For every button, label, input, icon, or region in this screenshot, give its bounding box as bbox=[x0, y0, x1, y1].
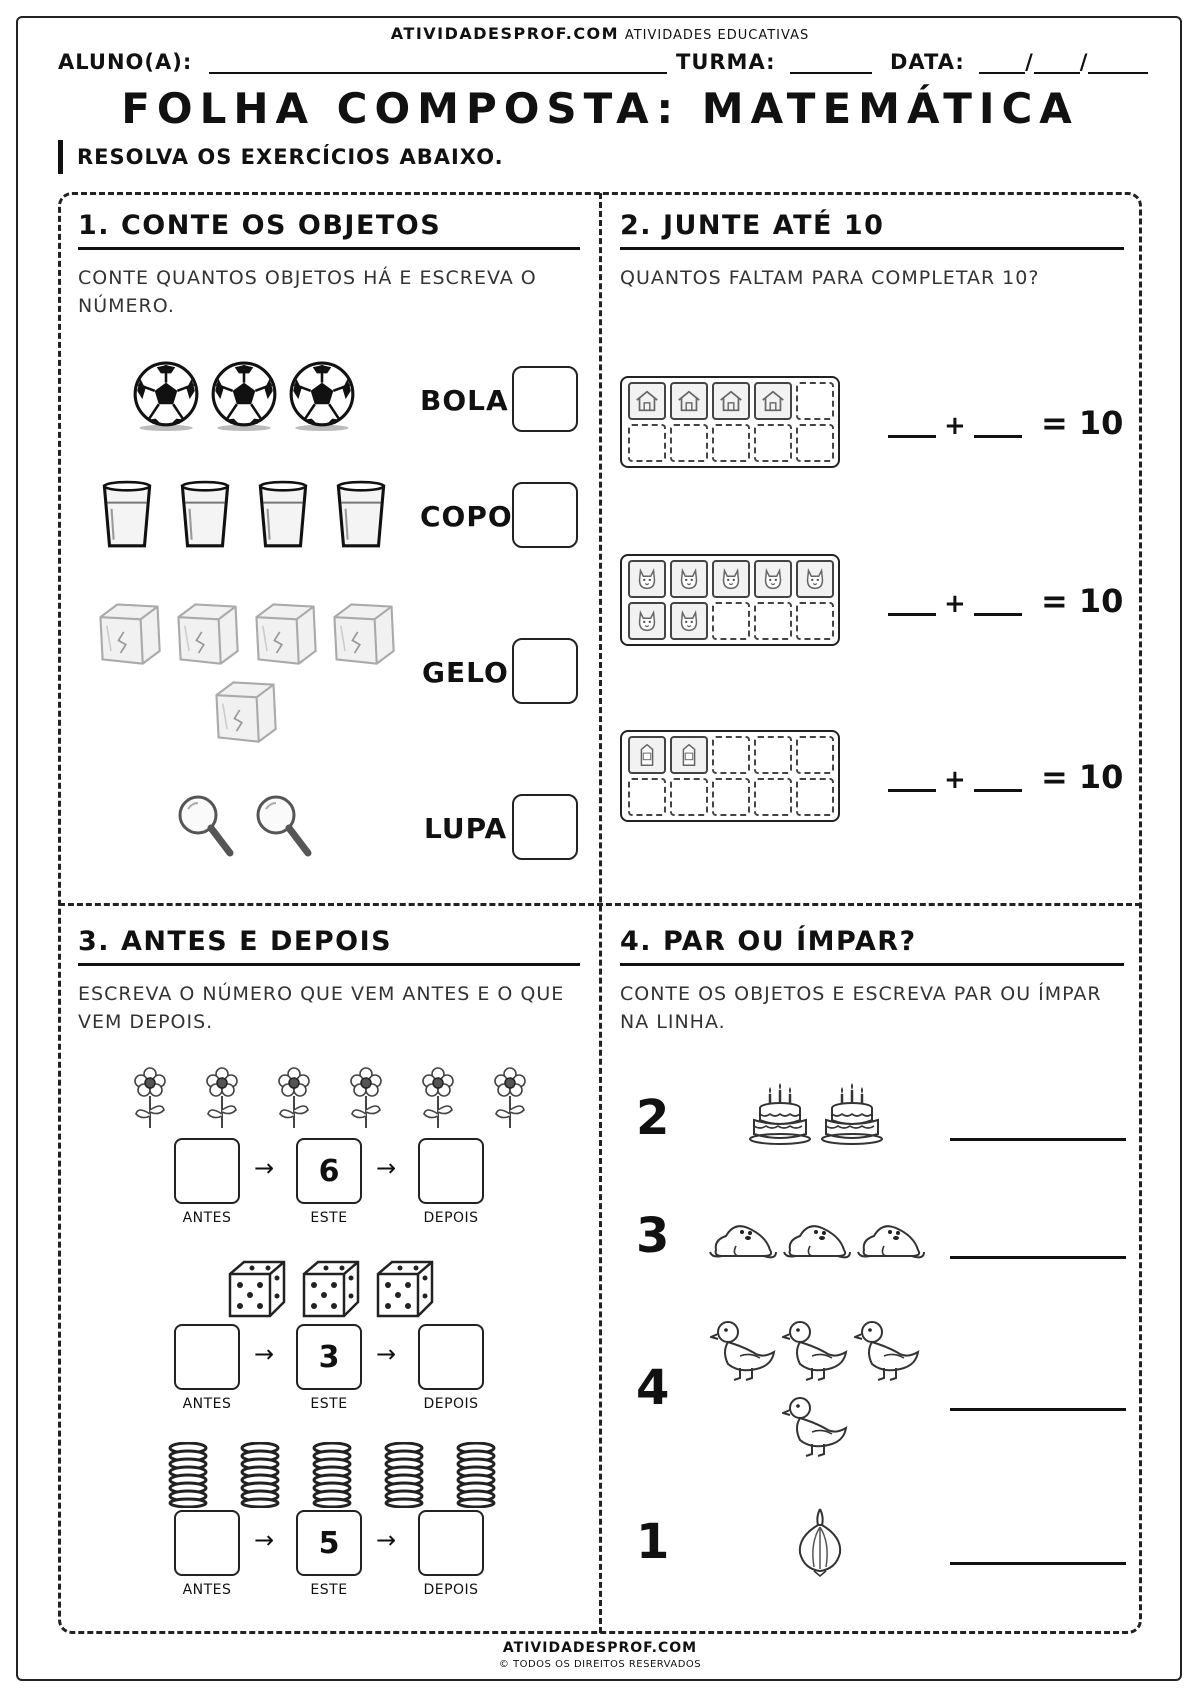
count-answer-box[interactable] bbox=[512, 366, 578, 432]
ten-frame-cell-empty bbox=[712, 778, 750, 816]
spring-icon bbox=[310, 1442, 354, 1508]
ice-cube-icon bbox=[326, 598, 400, 668]
plus-sign: + bbox=[944, 589, 966, 619]
before-number-box[interactable] bbox=[174, 1510, 240, 1576]
date-separator: / bbox=[1025, 50, 1034, 74]
before-number-box[interactable] bbox=[174, 1138, 240, 1204]
count-number: 1 bbox=[636, 1514, 670, 1570]
student-field bbox=[58, 50, 667, 74]
ten-frame bbox=[620, 730, 840, 822]
duck-icon bbox=[782, 1394, 848, 1460]
ten-frame-cell-filled bbox=[712, 382, 750, 420]
cat-icon bbox=[633, 565, 661, 593]
flower-icon bbox=[418, 1066, 458, 1130]
flower-icon bbox=[274, 1066, 314, 1130]
current-number-box: 5 bbox=[296, 1510, 362, 1576]
grid-divider-vertical bbox=[599, 193, 602, 1633]
ten-frame-cell-empty bbox=[754, 602, 792, 640]
ice-cube-icon bbox=[92, 598, 166, 668]
caption-after: DEPOIS bbox=[423, 1582, 479, 1598]
ten-frame-cell-empty bbox=[628, 778, 666, 816]
page-title: FOLHA COMPOSTA: MATEMÁTICA bbox=[121, 84, 1079, 133]
caption-this: ESTE bbox=[310, 1396, 348, 1412]
ten-frame-cell-filled bbox=[796, 560, 834, 598]
magnifier-icon bbox=[252, 790, 314, 862]
house-icon bbox=[675, 387, 703, 415]
cat-icon bbox=[633, 607, 661, 635]
ten-frame bbox=[620, 376, 840, 468]
section-even-odd-title: 4. PAR OU ÍMPAR? bbox=[620, 926, 1124, 966]
duck-icon bbox=[710, 1318, 776, 1384]
section-even-odd-description: CONTE OS OBJETOS E ESCREVA PAR OU ÍMPAR NA LINHA. bbox=[620, 983, 1102, 1033]
date-day-line[interactable] bbox=[979, 72, 1025, 74]
even-odd-answer-line[interactable] bbox=[950, 1256, 1126, 1259]
cake-icon bbox=[748, 1080, 812, 1146]
ten-frame-cell-filled bbox=[628, 602, 666, 640]
ten-frame-cell-filled bbox=[670, 736, 708, 774]
count-number: 3 bbox=[636, 1208, 670, 1264]
flower-icon bbox=[130, 1066, 170, 1130]
site-name: ATIVIDADESPROF.COM bbox=[390, 24, 620, 43]
before-number-box[interactable] bbox=[174, 1324, 240, 1390]
footer-copyright: © TODOS OS DIREITOS RESERVADOS bbox=[498, 1659, 702, 1670]
caption-this: ESTE bbox=[310, 1582, 348, 1598]
ten-frame-cell-empty bbox=[796, 736, 834, 774]
ten-frame-cell-empty bbox=[796, 382, 834, 420]
ten-frame bbox=[620, 554, 840, 646]
make-ten-equation bbox=[880, 758, 1123, 796]
count-label: LUPA bbox=[424, 812, 508, 845]
even-odd-answer-line[interactable] bbox=[950, 1562, 1126, 1565]
cat-icon bbox=[675, 607, 703, 635]
date-month-line[interactable] bbox=[1034, 72, 1080, 74]
ten-frame-cell-filled bbox=[628, 382, 666, 420]
caption-after: DEPOIS bbox=[423, 1210, 479, 1226]
section-before-after-description: ESCREVA O NÚMERO QUE VEM ANTES E O QUE VEM DEPOIS. bbox=[78, 983, 565, 1033]
dice-icon bbox=[224, 1258, 290, 1320]
caption-before: ANTES bbox=[182, 1582, 232, 1598]
count-number: 4 bbox=[636, 1360, 670, 1416]
ten-frame-cell-empty bbox=[712, 736, 750, 774]
ten-frame-cell-empty bbox=[796, 424, 834, 462]
section-count-description: CONTE QUANTOS OBJETOS HÁ E ESCREVA O NÚMERO. bbox=[78, 267, 537, 317]
instruction: RESOLVA OS EXERCÍCIOS ABAIXO. bbox=[58, 140, 504, 174]
ten-frame-cell-empty bbox=[712, 602, 750, 640]
spring-icon bbox=[454, 1442, 498, 1508]
arrow-right-icon: → bbox=[254, 1340, 275, 1368]
dice-icon bbox=[298, 1258, 364, 1320]
house-icon bbox=[633, 387, 661, 415]
class-label: TURMA: bbox=[676, 50, 776, 74]
class-line[interactable] bbox=[790, 72, 872, 74]
ice-cube-icon bbox=[208, 676, 282, 746]
ten-frame-cell-empty bbox=[628, 424, 666, 462]
flower-icon bbox=[346, 1066, 386, 1130]
duck-icon bbox=[854, 1318, 920, 1384]
arrow-right-icon: → bbox=[254, 1526, 275, 1554]
milk-carton-icon bbox=[675, 741, 703, 769]
soccer-ball-icon bbox=[208, 360, 280, 432]
ten-frame-cell-filled bbox=[754, 560, 792, 598]
current-number-box: 6 bbox=[296, 1138, 362, 1204]
date-separator: / bbox=[1079, 50, 1089, 74]
flower-icon bbox=[202, 1066, 242, 1130]
cake-icon bbox=[820, 1080, 884, 1146]
section-count-title: 1. CONTE OS OBJETOS bbox=[78, 210, 580, 250]
soccer-ball-icon bbox=[286, 360, 358, 432]
soccer-ball-icon bbox=[130, 360, 202, 432]
spring-icon bbox=[382, 1442, 426, 1508]
house-icon bbox=[759, 387, 787, 415]
ten-frame-cell-filled bbox=[670, 602, 708, 640]
section-before-after-title: 3. ANTES E DEPOIS bbox=[78, 926, 580, 966]
ice-cube-icon bbox=[248, 598, 322, 668]
ice-cube-icon bbox=[170, 598, 244, 668]
ten-frame-cell-empty bbox=[754, 778, 792, 816]
equals-ten: = 10 bbox=[1040, 582, 1124, 620]
addend-blank[interactable] bbox=[974, 613, 1022, 616]
ten-frame-cell-empty bbox=[754, 736, 792, 774]
even-odd-answer-line[interactable] bbox=[950, 1408, 1126, 1411]
count-answer-box[interactable] bbox=[512, 638, 578, 704]
student-label: ALUNO(A): bbox=[58, 50, 193, 74]
date-field bbox=[890, 50, 1148, 74]
glass-icon bbox=[178, 480, 232, 552]
plus-sign: + bbox=[944, 765, 966, 795]
milk-carton-icon bbox=[633, 741, 661, 769]
flower-icon bbox=[490, 1066, 530, 1130]
cat-icon bbox=[717, 565, 745, 593]
onion-icon bbox=[794, 1506, 846, 1578]
count-answer-box[interactable] bbox=[512, 482, 578, 548]
ten-frame-cell-filled bbox=[670, 560, 708, 598]
student-name-line[interactable] bbox=[209, 72, 667, 74]
even-odd-answer-line[interactable] bbox=[950, 1138, 1126, 1141]
ten-frame-cell-filled bbox=[754, 382, 792, 420]
date-year-line[interactable] bbox=[1088, 72, 1148, 74]
grid-divider-horizontal bbox=[59, 903, 1141, 906]
seal-icon bbox=[856, 1214, 926, 1262]
ten-frame-cell-empty bbox=[796, 602, 834, 640]
seal-icon bbox=[782, 1214, 852, 1262]
magnifier-icon bbox=[174, 790, 236, 862]
ten-frame-cell-filled bbox=[712, 560, 750, 598]
arrow-right-icon: → bbox=[376, 1154, 397, 1182]
duck-icon bbox=[782, 1318, 848, 1384]
count-label: COPO bbox=[420, 500, 513, 533]
after-number-box[interactable] bbox=[418, 1138, 484, 1204]
count-label: GELO bbox=[422, 656, 509, 689]
current-number-box: 3 bbox=[296, 1324, 362, 1390]
arrow-right-icon: → bbox=[254, 1154, 275, 1182]
addend-blank[interactable] bbox=[974, 435, 1022, 438]
arrow-right-icon: → bbox=[376, 1526, 397, 1554]
count-number: 2 bbox=[636, 1090, 670, 1146]
ten-frame-cell-empty bbox=[712, 424, 750, 462]
glass-icon bbox=[334, 480, 388, 552]
make-ten-equation bbox=[880, 404, 1123, 442]
house-icon bbox=[717, 387, 745, 415]
glass-icon bbox=[256, 480, 310, 552]
ten-frame-cell-empty bbox=[670, 778, 708, 816]
seal-icon bbox=[708, 1214, 778, 1262]
spring-icon bbox=[238, 1442, 282, 1508]
addend-blank[interactable] bbox=[888, 789, 936, 792]
class-field bbox=[676, 50, 872, 74]
ten-frame-cell-empty bbox=[670, 424, 708, 462]
cat-icon bbox=[675, 565, 703, 593]
equals-ten: = 10 bbox=[1040, 404, 1124, 442]
ten-frame-cell-empty bbox=[796, 778, 834, 816]
addend-blank[interactable] bbox=[974, 789, 1022, 792]
count-answer-box[interactable] bbox=[512, 794, 578, 860]
glass-icon bbox=[100, 480, 154, 552]
addend-blank[interactable] bbox=[888, 613, 936, 616]
date-label: DATA: bbox=[890, 50, 965, 74]
site-tagline: ATIVIDADES EDUCATIVAS bbox=[624, 28, 810, 43]
cat-icon bbox=[801, 565, 829, 593]
caption-this: ESTE bbox=[310, 1210, 348, 1226]
section-make-ten-description: QUANTOS FALTAM PARA COMPLETAR 10? bbox=[620, 267, 1040, 289]
cat-icon bbox=[759, 565, 787, 593]
ten-frame-cell-empty bbox=[754, 424, 792, 462]
spring-icon bbox=[166, 1442, 210, 1508]
plus-sign: + bbox=[944, 411, 966, 441]
arrow-right-icon: → bbox=[376, 1340, 397, 1368]
equals-ten: = 10 bbox=[1040, 758, 1124, 796]
section-make-ten-title: 2. JUNTE ATÉ 10 bbox=[620, 210, 1124, 250]
dice-icon bbox=[372, 1258, 438, 1320]
addend-blank[interactable] bbox=[888, 435, 936, 438]
caption-before: ANTES bbox=[182, 1396, 232, 1412]
after-number-box[interactable] bbox=[418, 1510, 484, 1576]
make-ten-equation bbox=[880, 582, 1123, 620]
caption-before: ANTES bbox=[182, 1210, 232, 1226]
count-label: BOLA bbox=[420, 384, 509, 417]
footer-site: ATIVIDADESPROF.COM bbox=[502, 1640, 698, 1656]
site-header bbox=[0, 24, 1200, 43]
ten-frame-cell-filled bbox=[670, 382, 708, 420]
ten-frame-cell-filled bbox=[628, 560, 666, 598]
ten-frame-cell-filled bbox=[628, 736, 666, 774]
after-number-box[interactable] bbox=[418, 1324, 484, 1390]
caption-after: DEPOIS bbox=[423, 1396, 479, 1412]
